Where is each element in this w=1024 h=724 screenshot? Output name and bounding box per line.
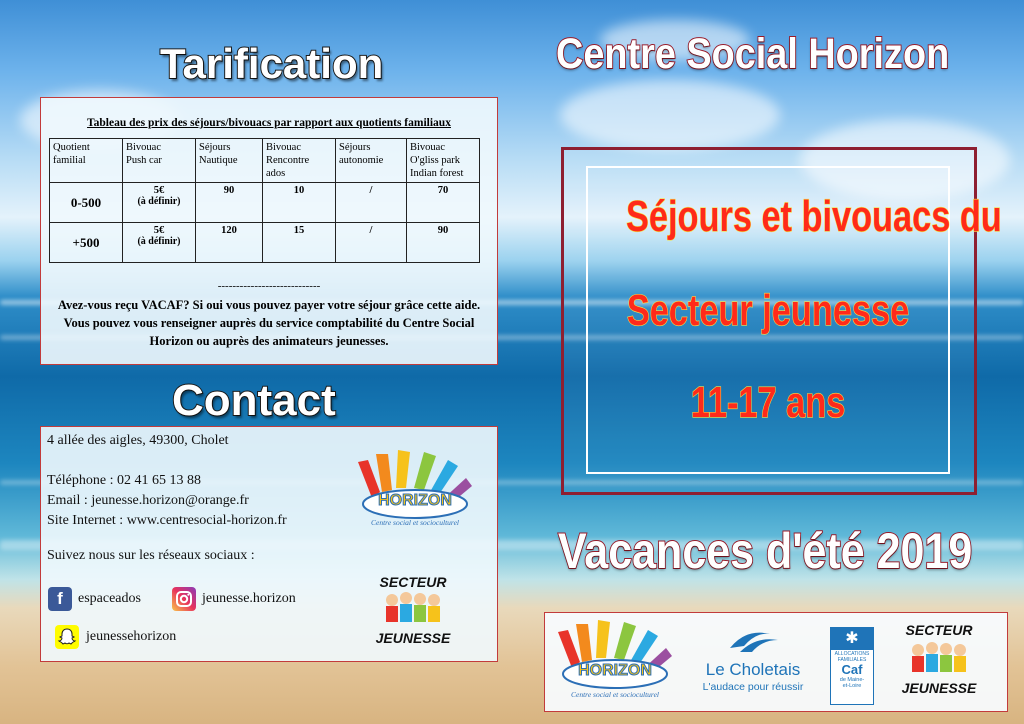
snapchat-handle[interactable]: jeunessehorizon [86, 629, 177, 644]
facebook-icon[interactable]: f [48, 587, 72, 611]
center-line1: Séjours et bivouacs du [626, 192, 1002, 241]
website[interactable]: Site Internet : www.centresocial-horizon.fr [47, 513, 287, 528]
contact-title: Contact [172, 376, 336, 425]
center-line2: Secteur jeunesse [626, 286, 910, 335]
price-table [49, 138, 480, 263]
tarification-title: Tarification [160, 40, 384, 87]
col-rencontre: Bivouac Rencontre ados [263, 139, 336, 183]
social-intro: Suivez nous sur les réseaux sociaux : [47, 548, 255, 563]
col-push-car: Bivouac Push car [123, 139, 196, 183]
col-ogliss: Bivouac O'gliss park Indian forest [407, 139, 480, 183]
table-header-row [50, 139, 480, 183]
facebook-handle[interactable]: espaceados [78, 591, 141, 606]
table-row: 0-500 5€ (à définir) 90 10 / 70 [50, 183, 480, 223]
centre-title: Centre Social Horizon [556, 30, 950, 78]
caf-emblem-icon: ✱ [831, 628, 873, 650]
email[interactable]: Email : jeunesse.horizon@orange.fr [47, 493, 249, 508]
secteur-jeunesse-logo-footer: SECTEUR JEUNESSE [901, 622, 977, 696]
horizon-logo: HORIZON Centre social et socioculturel [352, 448, 478, 532]
horizon-logo-footer: HORIZON Centre social et socioculturel [552, 618, 678, 706]
separator: ---------------------------- [217, 280, 321, 292]
col-nautique: Séjours Nautique [196, 139, 263, 183]
col-autonomie: Séjours autonomie [336, 139, 407, 183]
secteur-jeunesse-logo: SECTEUR JEUNESSE [375, 574, 451, 646]
instagram-handle[interactable]: jeunesse.horizon [202, 591, 296, 606]
table-caption: Tableau des prix des séjours/bivouacs par rapport aux quotients familiaux [87, 117, 451, 129]
vacaf-note: Avez-vous reçu VACAF? Si oui vous pouvez payer votre séjour grâce cette aide. Vous pouvez vous renseigner auprès du service comptabilité du Centre Social Horizon ou auprès des animateurs jeunesses. [57, 298, 481, 349]
col-quotient: Quotient familial [50, 139, 123, 183]
address: 4 allée des aigles, 49300, Cholet [47, 433, 229, 448]
instagram-icon[interactable] [172, 587, 196, 611]
center-line3: 11-17 ans [690, 378, 846, 427]
caf-logo: ✱ ALLOCATIONS FAMILIALES Caf de Maine- et-Loire [830, 627, 874, 705]
snapchat-icon[interactable] [55, 625, 79, 649]
phone: Téléphone : 02 41 65 13 88 [47, 473, 201, 488]
cloud [560, 80, 780, 150]
vacances-title: Vacances d'été 2019 [558, 523, 973, 579]
le-choletais-logo: Le Choletais L'audace pour réussir [690, 626, 816, 696]
table-row: +500 5€ (à définir) 120 15 / 90 [50, 223, 480, 263]
